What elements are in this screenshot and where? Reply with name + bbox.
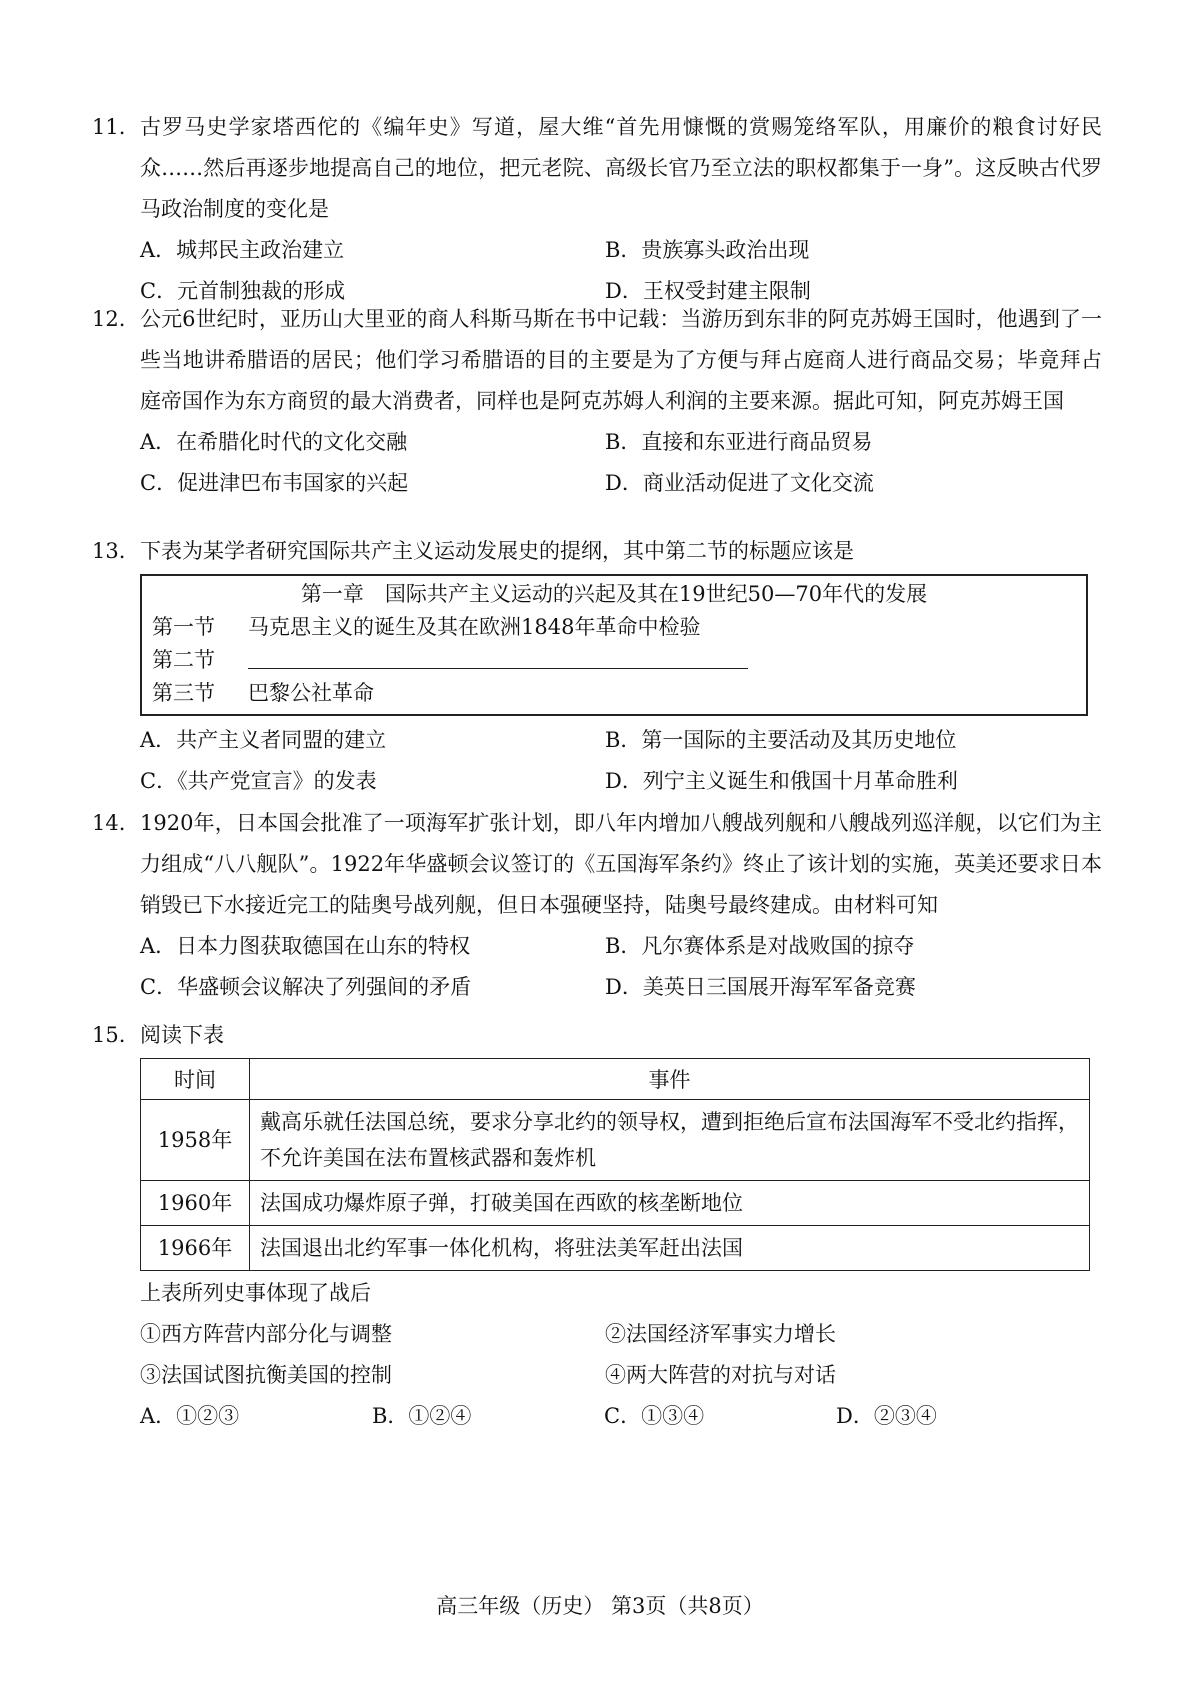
statement-1: ①西方阵营内部分化与调整 — [140, 1322, 392, 1346]
option-b[interactable]: B．贵族寡头政治出现 — [605, 238, 810, 262]
option-b[interactable]: B．直接和东亚进行商品贸易 — [605, 430, 873, 454]
table-header-row — [141, 1059, 1090, 1100]
question-number: 15. — [92, 1023, 126, 1047]
outline-box — [140, 574, 1088, 716]
outline-section — [152, 677, 1076, 710]
option-c[interactable]: C．华盛顿会议解决了列强间的矛盾 — [140, 975, 472, 999]
question-15 — [92, 1015, 1102, 1437]
option-d[interactable]: D．商业活动促进了文化交流 — [605, 471, 874, 495]
option-c[interactable]: C．元首制独裁的形成 — [140, 279, 346, 303]
statement-3: ③法国试图抗衡美国的控制 — [140, 1363, 392, 1387]
section-label: 第三节 — [152, 681, 215, 705]
section-title: 巴黎公社革命 — [248, 681, 374, 705]
options — [140, 720, 1102, 802]
option-a[interactable]: A．①②③ — [140, 1404, 240, 1428]
table-row — [141, 1100, 1090, 1181]
table-row — [141, 1226, 1090, 1271]
option-a[interactable]: A．日本力图获取德国在山东的特权 — [140, 934, 471, 958]
section-label: 第二节 — [152, 648, 215, 672]
option-d[interactable]: D．王权受封建主限制 — [605, 279, 811, 303]
question-number: 14. — [92, 811, 126, 835]
option-d[interactable]: D．②③④ — [836, 1404, 937, 1428]
table-cell-event: 法国退出北约军事一体化机构，将驻法美军赶出法国 — [250, 1226, 1090, 1271]
option-d[interactable]: D．美英日三国展开海军军备竞赛 — [605, 975, 916, 999]
answer-blank — [248, 644, 748, 669]
option-a[interactable]: A．城邦民主政治建立 — [140, 238, 345, 262]
question-11 — [92, 107, 1102, 312]
option-a[interactable]: A．在希腊化时代的文化交融 — [140, 430, 408, 454]
statement-items — [140, 1314, 1102, 1396]
table-cell-year: 1958年 — [141, 1100, 250, 1181]
table-cell-event: 法国成功爆炸原子弹，打破美国在西欧的核垄断地位 — [250, 1181, 1090, 1226]
outline-section — [152, 611, 1076, 644]
question-13 — [92, 531, 1102, 802]
option-b[interactable]: B．凡尔赛体系是对战败国的掠夺 — [605, 934, 915, 958]
option-d[interactable]: D．列宁主义诞生和俄国十月革命胜利 — [605, 769, 958, 793]
option-c[interactable]: C．《共产党宣言》的发表 — [140, 769, 377, 793]
question-stem: 公元6世纪时，亚历山大里亚的商人科斯马斯在书中记载：当游历到东非的阿克苏姆王国时，他遇到了一些当地讲希腊语的居民；他们学习希腊语的目的主要是为了方便与拜占庭商人进行商品交易；毕竟拜占庭帝国作为东方商贸的最大消费者，同样也是阿克苏姆人利润的主要来源。据此可知，阿克苏姆王国 — [140, 307, 1102, 413]
table-cell-event: 戴高乐就任法国总统，要求分享北约的领导权，遭到拒绝后宣布法国海军不受北约指挥，不允许美国在法布置核武器和轰炸机 — [250, 1100, 1090, 1181]
statement-2: ②法国经济军事实力增长 — [605, 1322, 836, 1346]
option-b[interactable]: B．第一国际的主要活动及其历史地位 — [605, 728, 957, 752]
option-b[interactable]: B．①②④ — [372, 1404, 472, 1428]
option-c[interactable]: C．促进津巴布韦国家的兴起 — [140, 471, 409, 495]
table-header: 事件 — [250, 1059, 1090, 1100]
options — [140, 926, 1102, 1008]
question-number: 11. — [92, 115, 126, 139]
page-footer: 高三年级（历史） 第3页（共8页） — [436, 1594, 764, 1618]
question-number: 13. — [92, 539, 126, 563]
question-stem: 阅读下表 — [140, 1023, 224, 1047]
options — [140, 1396, 1102, 1437]
outline-section — [152, 644, 1076, 677]
options — [140, 422, 1102, 504]
outline-chapter: 第一章 国际共产主义运动的兴起及其在19世纪50—70年代的发展 — [300, 582, 928, 606]
question-stem: 古罗马史学家塔西佗的《编年史》写道，屋大维“首先用慷慨的赏赐笼络军队，用廉价的粮食讨好民众……然后再逐步地提高自己的地位，把元老院、高级长官乃至立法的职权都集于一身”。这反映古代罗马政治制度的变化是 — [140, 115, 1102, 221]
table-header: 时间 — [141, 1059, 250, 1100]
question-follow-up: 上表所列史事体现了战后 — [140, 1281, 371, 1305]
section-title: 马克思主义的诞生及其在欧洲1848年革命中检验 — [248, 615, 701, 639]
question-12 — [92, 299, 1102, 504]
option-a[interactable]: A．共产主义者同盟的建立 — [140, 728, 387, 752]
option-c[interactable]: C．①③④ — [604, 1404, 705, 1428]
question-stem: 下表为某学者研究国际共产主义运动发展史的提纲，其中第二节的标题应该是 — [140, 539, 854, 563]
table-cell-year: 1966年 — [141, 1226, 250, 1271]
events-table — [140, 1058, 1090, 1271]
question-14 — [92, 803, 1102, 1008]
question-number: 12. — [92, 307, 126, 331]
question-stem: 1920年，日本国会批准了一项海军扩张计划，即八年内增加八艘战列舰和八艘战列巡洋舰，以它们为主力组成“八八舰队”。1922年华盛顿会议签订的《五国海军条约》终止了该计划的实施，英美还要求日本销毁已下水接近完工的陆奥号战列舰，但日本强硬坚持，陆奥号最终建成。由材料可知 — [140, 811, 1102, 917]
statement-4: ④两大阵营的对抗与对话 — [605, 1363, 836, 1387]
section-label: 第一节 — [152, 615, 215, 639]
table-row — [141, 1181, 1090, 1226]
table-cell-year: 1960年 — [141, 1181, 250, 1226]
